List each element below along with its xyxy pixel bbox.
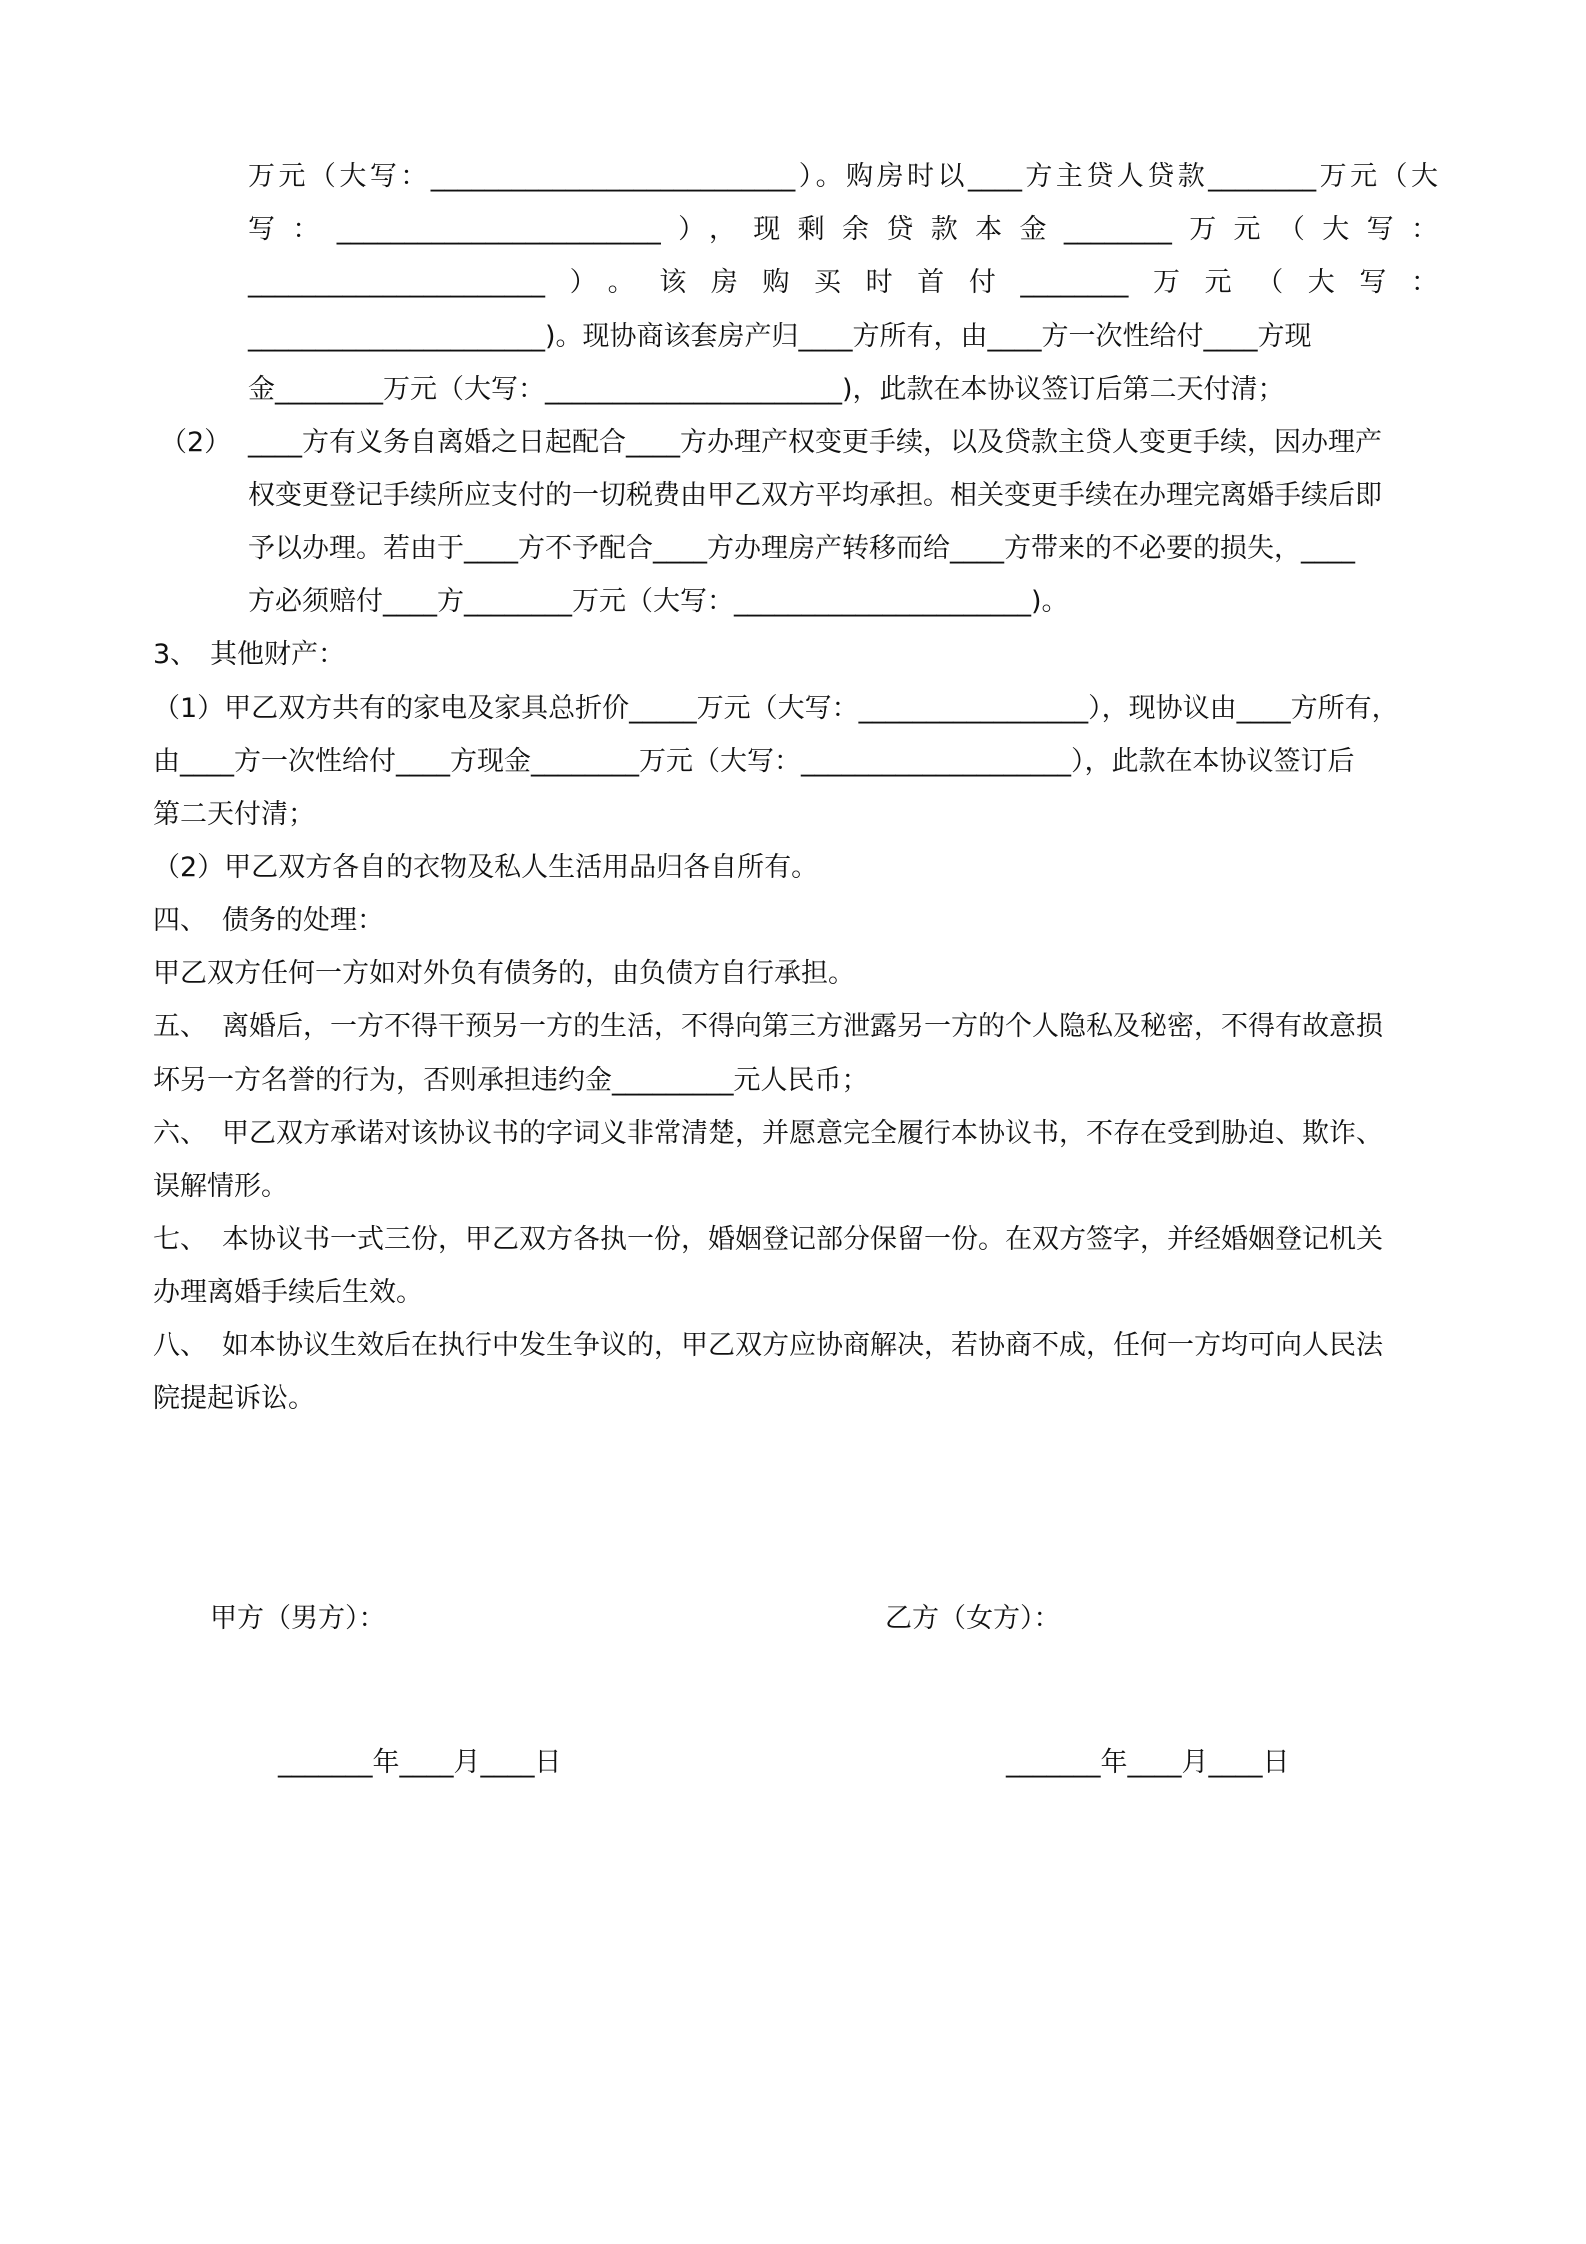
paragraph-line: 离婚后，一方不得干预另一方的生活，不得向第三方泄露另一方的个人隐私及秘密，不得有故意损: [222, 1011, 1383, 1042]
paragraph-line: ______________________）。该房购买时首付________万元（大写：: [248, 267, 1438, 298]
paragraph-line: 予以办理。若由于____方不予配合____方办理房产转移而给____方带来的不必要的损失，____: [248, 533, 1355, 564]
paragraph-line: （1）甲乙双方共有的家电及家具总折价_____万元（大写：_________________），现协议由____方所有，: [153, 693, 1399, 724]
paragraph-line: 甲乙双方承诺对该协议书的字词义非常清楚，并愿意完全履行本协议书，不存在受到胁迫、欺诈、: [222, 1118, 1383, 1149]
paragraph-line: 误解情形。: [153, 1171, 288, 1202]
paragraph-line: 权变更登记手续所应支付的一切税费由甲乙双方平均承担。相关变更手续在办理完离婚手续后即: [248, 480, 1382, 511]
section-heading: 其他财产：: [210, 639, 345, 670]
paragraph-line: 办理离婚手续后生效。: [153, 1277, 423, 1308]
section-number: 八、: [153, 1330, 207, 1361]
date-line-party-a: _______年____月____日: [278, 1747, 562, 1778]
section-number: 五、: [153, 1011, 207, 1042]
paragraph-line: 方必须赔付____方________万元（大写：______________________)。: [248, 586, 1069, 617]
paragraph-line: 万元（大写：___________________________）。购房时以____方主贷人贷款________万元（大: [248, 161, 1438, 192]
date-line-party-b: _______年____月____日: [1006, 1747, 1290, 1778]
paragraph-line: 如本协议生效后在执行中发生争议的，甲乙双方应协商解决，若协商不成，任何一方均可向人民法: [222, 1330, 1383, 1361]
section-number: 四、: [153, 905, 207, 936]
paragraph-line: 院提起诉讼。: [153, 1383, 315, 1414]
section-number: 六、: [153, 1118, 207, 1149]
section-number: 七、: [153, 1224, 207, 1255]
paragraph-line: ______________________)。现协商该套房产归____方所有，由____方一次性给付____方现: [248, 321, 1312, 352]
paragraph-line: 第二天付清；: [153, 799, 315, 830]
paragraph-line: 金________万元（大写：______________________)，此款在本协议签订后第二天付清；: [248, 374, 1285, 405]
signature-label-party-b: 乙方（女方）：: [885, 1603, 1061, 1634]
signature-label-party-a: 甲方（男方）：: [210, 1603, 386, 1634]
paragraph-line: 坏另一方名誉的行为，否则承担违约金_________元人民币；: [153, 1065, 869, 1096]
item-number: （2）: [160, 427, 232, 458]
paragraph-line: ____方有义务自离婚之日起配合____方办理产权变更手续，以及贷款主贷人变更手续，因办理产: [248, 427, 1382, 458]
paragraph-line: 由____方一次性给付____方现金________万元（大写：____________________），此款在本协议签订后: [153, 746, 1355, 777]
paragraph-line: 写：________________________），现剩余贷款本金________万元（大写：: [248, 214, 1438, 245]
paragraph-line: （2）甲乙双方各自的衣物及私人生活用品归各自所有。: [153, 852, 819, 883]
section-heading: 债务的处理：: [222, 905, 384, 936]
section-number: 3、: [153, 639, 198, 670]
paragraph-line: 本协议书一式三份，甲乙双方各执一份，婚姻登记部分保留一份。在双方签字，并经婚姻登记机关: [222, 1224, 1383, 1255]
paragraph-line: 甲乙双方任何一方如对外负有债务的，由负债方自行承担。: [153, 958, 855, 989]
